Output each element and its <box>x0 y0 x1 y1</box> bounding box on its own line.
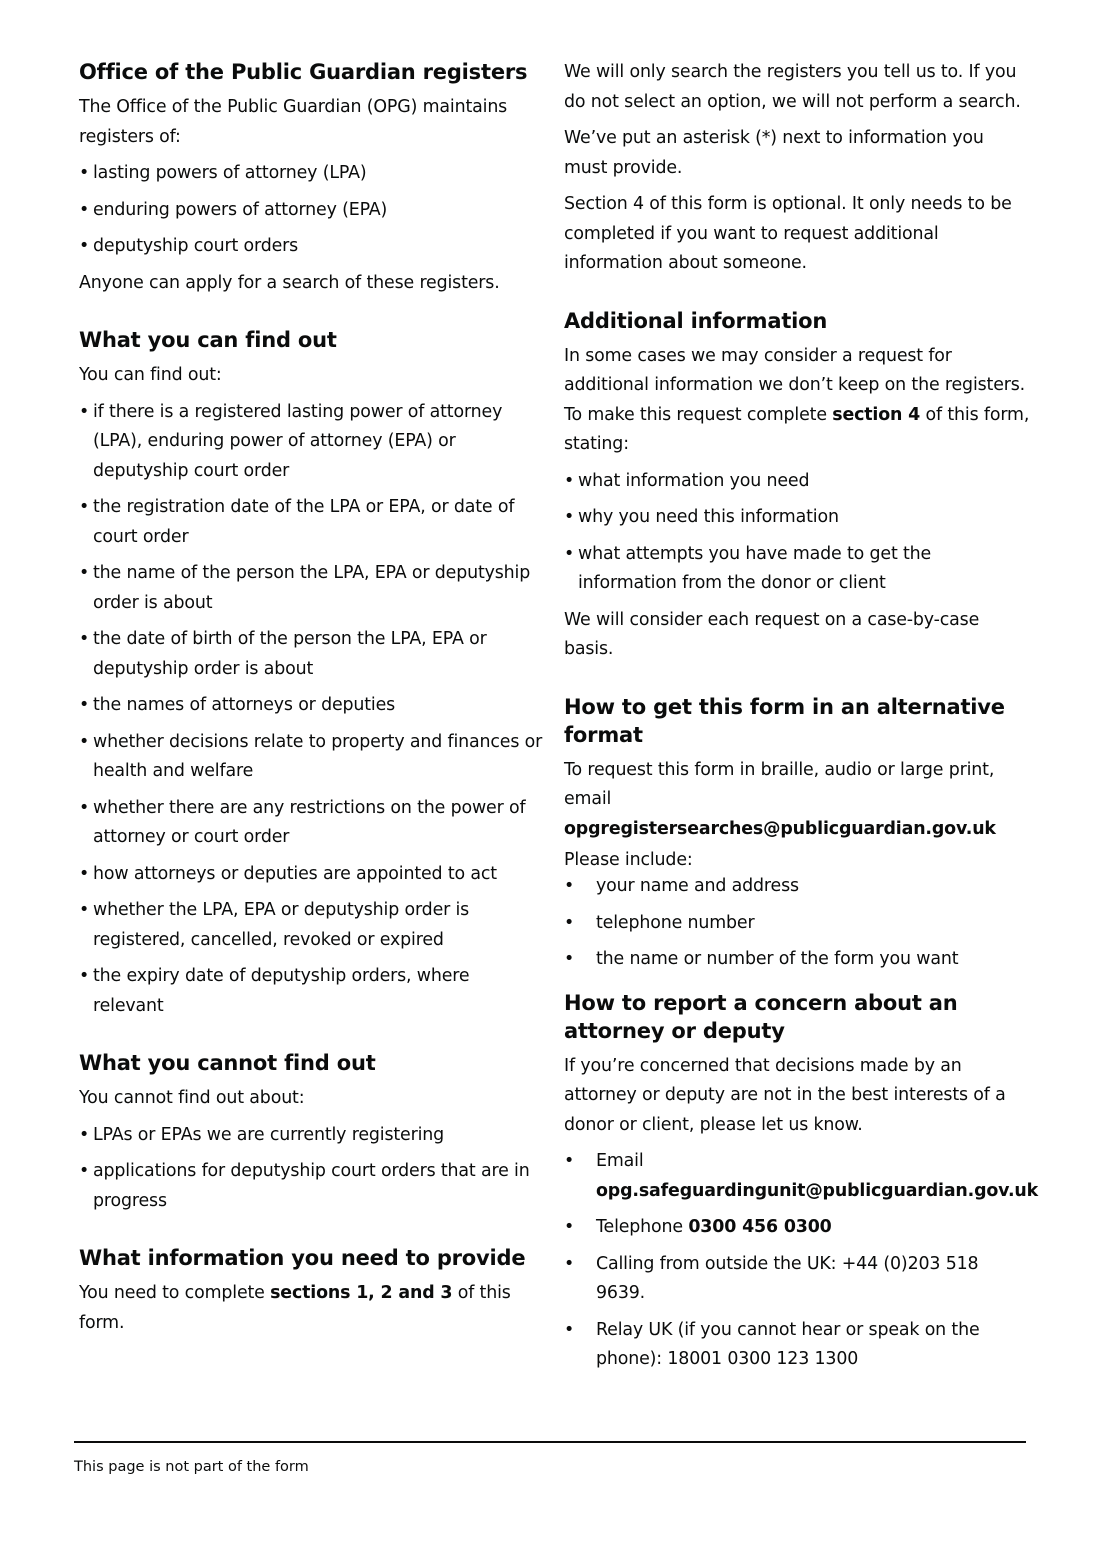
text-span: of this form, stating: <box>564 404 1030 454</box>
additional-information-list <box>564 467 1030 599</box>
section-report-concern <box>564 989 1039 1375</box>
information-to-provide-text <box>79 1279 545 1338</box>
heading-alternative-format: How to get this form in an alternative format <box>564 694 1005 747</box>
can-find-out-intro: You can find out: <box>79 365 222 385</box>
additional-information-outro: We will consider each request on a case-by-case basis. <box>564 609 980 659</box>
heading-report-concern: How to report a concern about an attorney or deputy <box>564 990 958 1043</box>
list-item: • the expiry date of deputyship orders, where relevant <box>79 962 545 1021</box>
opg-registers-intro: The Office of the Public Guardian (OPG) maintains registers of: <box>79 97 508 147</box>
please-include-list <box>564 872 1030 975</box>
list-item: • whether decisions relate to property and finances or health and welfare <box>79 728 545 787</box>
list-item: • applications for deputyship court orders that are in progress <box>79 1157 545 1216</box>
list-item: • lasting powers of attorney (LPA) <box>79 159 545 189</box>
section-what-you-cannot-find-out <box>79 1049 545 1216</box>
footer-note: This page is not part of the form <box>74 1459 309 1475</box>
phone-label: Telephone <box>596 1217 689 1237</box>
text-span: In some cases we may consider a request for additional information we don’t keep on the registers. To make this request complete <box>564 345 1026 425</box>
left-column <box>79 58 545 1345</box>
list-item: • whether there are any restrictions on the power of attorney or court order <box>79 794 545 853</box>
section-what-you-can-find-out <box>79 326 545 1021</box>
phone-number-link[interactable]: 0300 456 0300 <box>688 1217 832 1237</box>
registers-list <box>79 159 545 262</box>
section-4-optional-note: Section 4 of this form is optional. It only needs to be completed if you want to request additional information about someone. <box>564 194 1012 273</box>
list-item: • the date of birth of the person the LPA, EPA or deputyship order is about <box>79 625 545 684</box>
cannot-find-out-list <box>79 1121 545 1217</box>
opg-registers-outro: Anyone can apply for a search of these registers. <box>79 272 500 293</box>
heading-additional-information: Additional information <box>564 308 828 333</box>
contact-email-item <box>564 1147 1039 1206</box>
section-alternative-format <box>564 693 1030 975</box>
list-item: • the name of the person the LPA, EPA or deputyship order is about <box>79 559 545 618</box>
safeguarding-email-link[interactable]: opg.safeguardingunit@publicguardian.gov.uk <box>596 1180 1039 1201</box>
list-item: • whether the LPA, EPA or deputyship order is registered, cancelled, revoked or expired <box>79 896 545 955</box>
asterisk-note: We’ve put an asterisk (*) next to information you must provide. <box>564 128 984 178</box>
contact-outside-uk-item: • Calling from outside the UK: +44 (0)203 518 9639. <box>564 1250 1030 1309</box>
list-item: • enduring powers of attorney (EPA) <box>79 196 545 226</box>
heading-opg-registers: Office of the Public Guardian registers <box>79 60 528 84</box>
section-search-notes <box>564 58 1030 279</box>
list-item: • your name and address <box>564 872 1030 902</box>
list-item: • why you need this information <box>564 503 1030 533</box>
contact-list <box>564 1147 1039 1375</box>
section-4-emphasis: section 4 <box>832 404 921 425</box>
alternative-format-text <box>564 756 1030 845</box>
section-information-to-provide <box>79 1244 545 1338</box>
heading-what-you-cannot-find-out: What you cannot find out <box>79 1051 376 1075</box>
report-concern-text: If you’re concerned that decisions made by an attorney or deputy are not in the best interests of a donor or client, please let us know. <box>564 1055 1006 1135</box>
list-item: • deputyship court orders <box>79 232 545 262</box>
email-label: Email <box>596 1151 644 1171</box>
search-registers-note: We will only search the registers you tell us to. If you do not select an option, we will not perform a search. <box>564 62 1021 112</box>
text-span: To request this form in braille, audio or large print, email <box>564 759 995 809</box>
list-item: • telephone number <box>564 909 1030 939</box>
heading-information-to-provide: What information you need to provide <box>79 1246 526 1270</box>
list-item: • LPAs or EPAs we are currently registering <box>79 1121 545 1151</box>
register-searches-email-link[interactable]: opgregistersearches@publicguardian.gov.uk <box>564 818 996 839</box>
list-item: • the names of attorneys or deputies <box>79 691 545 721</box>
right-column <box>564 58 1039 1382</box>
list-item: • what attempts you have made to get the information from the donor or client <box>564 540 1030 599</box>
list-item: • the name or number of the form you want <box>564 945 1030 975</box>
text-span: of this form. <box>79 1283 511 1333</box>
text-span: You need to complete <box>79 1283 271 1303</box>
sections-required-emphasis: sections 1, 2 and 3 <box>270 1283 453 1303</box>
additional-information-text <box>564 342 1030 460</box>
contact-phone-item <box>564 1213 1030 1243</box>
list-item: • what information you need <box>564 467 1030 497</box>
list-item: • how attorneys or deputies are appointed to act <box>79 860 545 890</box>
section-opg-registers <box>79 58 545 298</box>
contact-relay-uk-item: • Relay UK (if you cannot hear or speak on the phone): 18001 0300 123 1300 <box>564 1316 1030 1375</box>
list-item: • the registration date of the LPA or EPA, or date of court order <box>79 493 545 552</box>
please-include-label: Please include: <box>564 850 693 870</box>
heading-what-you-can-find-out: What you can find out <box>79 328 337 352</box>
list-item: • if there is a registered lasting power of attorney (LPA), enduring power of attorney (EPA) or deputyship court order <box>79 398 545 487</box>
can-find-out-list <box>79 398 545 1022</box>
footer-divider <box>74 1441 1026 1443</box>
section-additional-information <box>564 307 1030 665</box>
cannot-find-out-intro: You cannot find out about: <box>79 1088 305 1108</box>
